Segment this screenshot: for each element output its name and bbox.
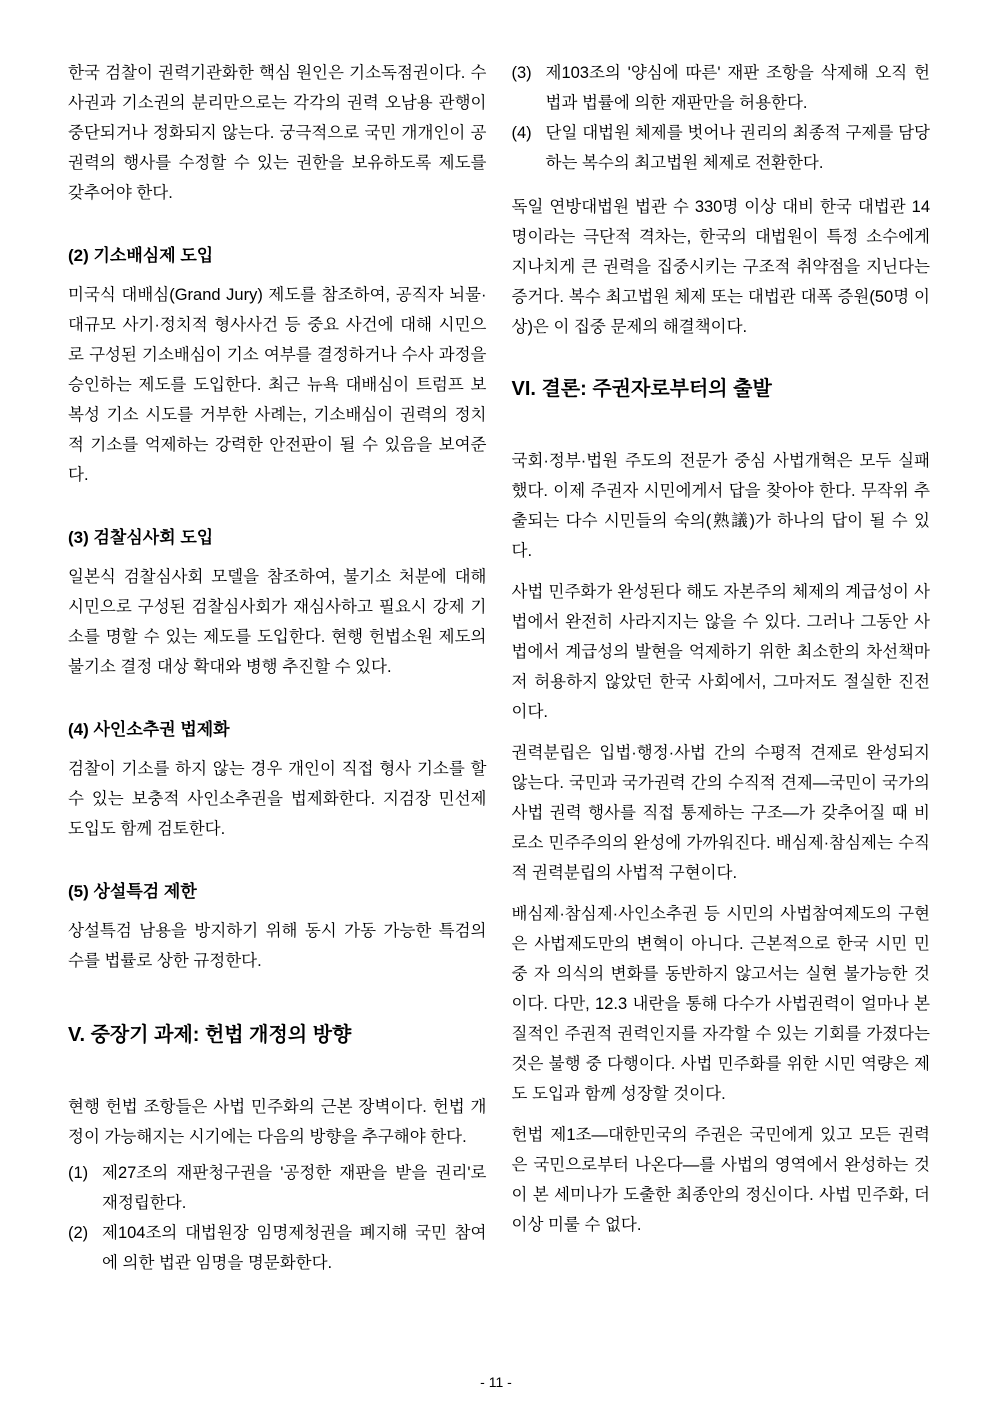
page-footer xyxy=(0,1373,992,1391)
section-heading-5-special-counsel: (5) 상설특검 제한 xyxy=(68,882,197,901)
amendment-list-right xyxy=(512,58,931,178)
paragraph-conclusion-5: 헌법 제1조—대한민국의 주권은 국민에게 있고 모든 권력은 국민으로부터 나온다—를 사법의 영역에서 완성하는 것이 본 세미나가 도출한 최종안의 정신이다. 사법 민주화, 더 이상 미룰 수 없다. xyxy=(511,1126,930,1234)
chapter-heading-v: V. 중장기 과제: 헌법 개정의 방향 xyxy=(68,1024,352,1046)
paragraph-private-prosecution: 검찰이 기소를 하지 않는 경우 개인이 직접 형사 기소를 할 수 있는 보충적 사인소추권을 법제화한다. 지검장 민선제 도입도 함께 검토한다. xyxy=(68,760,487,838)
list-item-text: 단일 대법원 체제를 벗어나 권리의 최종적 구제를 담당하는 복수의 최고법원 체제로 전환한다. xyxy=(545,124,930,172)
paragraph-conclusion-4: 배심제·참심제·사인소추권 등 시민의 사법참여제도의 구현은 사법제도만의 변혁이 아니다. 근본적으로 한국 시민 민중 자 의식의 변화를 동반하지 않고서는 실현 불가능한 것이다. 다만, 12.3 내란을 통해 다수가 사법권력이 얼마나 본질적인 주권적 권력인지를 자각할 수 있는 기회를 가졌다는 것은 불행 중 다행이다. 사법 민주화를 위한 시민 역량은 제도 도입과 함께 성장할 것이다. xyxy=(511,905,930,1103)
paragraph-supreme-court-gap: 독일 연방대법원 법관 수 330명 이상 대비 한국 대법관 14명이라는 극단적 격차는, 한국의 대법원이 특정 소수에게 지나치게 큰 권력을 집중시키는 구조적 취약점을 지닌다는 증거다. 복수 최고법원 체제 또는 대법관 대폭 증원(50명 이상)은 이 집중 문제의 해결책이다. xyxy=(511,198,930,336)
paragraph-constitution-intro: 현행 헌법 조항들은 사법 민주화의 근본 장벽이다. 헌법 개정이 가능해지는 시기에는 다음의 방향을 추구해야 한다. xyxy=(68,1098,487,1146)
paragraph-conclusion-3: 권력분립은 입법·행정·사법 간의 수평적 견제로 완성되지 않는다. 국민과 국가권력 간의 수직적 견제—국민이 국가의 사법 권력 행사를 직접 통제하는 구조—가 갖추어질 때 비로소 민주주의의 완성에 가까워진다. 배심제·참심제는 수직적 권력분립의 사법적 구현이다. xyxy=(511,744,930,882)
paragraph-conclusion-1: 국회·정부·법원 주도의 전문가 중심 사법개혁은 모두 실패했다. 이제 주권자 시민에게서 답을 찾아야 한다. 무작위 추출되는 다수 시민들의 숙의(熟議)가 하나의 답이 될 수 있다. xyxy=(511,452,930,560)
list-marker: (4) xyxy=(511,124,532,142)
list-item-3 xyxy=(512,58,931,118)
section-heading-2-indicting-jury: (2) 기소배심제 도입 xyxy=(68,246,214,265)
chapter-heading-vi: VI. 결론: 주권자로부터의 출발 xyxy=(511,378,772,400)
list-item-text: 제27조의 재판청구권을 '공정한 재판을 받을 권리'로 재정립한다. xyxy=(102,1164,487,1212)
list-marker: (3) xyxy=(511,64,532,82)
two-column-layout xyxy=(68,58,930,1278)
section-heading-3-prosecution-review: (3) 검찰심사회 도입 xyxy=(68,528,214,547)
list-item-text: 제104조의 대법원장 임명제청권을 폐지해 국민 참여에 의한 법관 임명을 명문화한다. xyxy=(102,1224,487,1272)
page-number: - 11 - xyxy=(480,1374,512,1390)
list-item-4 xyxy=(512,118,931,178)
paragraph-prosecution-review: 일본식 검찰심사회 모델을 참조하여, 불기소 처분에 대해 시민으로 구성된 검찰심사회가 재심사하고 필요시 강제 기소를 명할 수 있는 제도를 도입한다. 현행 헌법소원 제도의 불기소 결정 대상 확대와 병행 추진할 수 있다. xyxy=(68,568,487,676)
paragraph-conclusion-2: 사법 민주화가 완성된다 해도 자본주의 체제의 계급성이 사법에서 완전히 사라지지는 않을 수 있다. 그러나 그동안 사법에서 계급성의 발현을 억제하기 위한 최소한의 차선책마저 허용하지 않았던 한국 사회에서, 그마저도 절실한 진전이다. xyxy=(511,583,930,721)
right-column xyxy=(512,58,931,1278)
list-item-1 xyxy=(68,1158,487,1218)
list-item-2 xyxy=(68,1218,487,1278)
paragraph-special-counsel: 상설특검 남용을 방지하기 위해 동시 가동 가능한 특검의 수를 법률로 상한 규정한다. xyxy=(68,922,487,970)
paragraph-prosecution-monopoly: 한국 검찰이 권력기관화한 핵심 원인은 기소독점권이다. 수사권과 기소권의 분리만으로는 각각의 권력 오남용 관행이 중단되거나 정화되지 않는다. 궁극적으로 국민 개개인이 공권력의 행사를 수정할 수 있는 권한을 보유하도록 제도를 갖추어야 한다. xyxy=(68,64,487,202)
list-marker: (2) xyxy=(68,1224,89,1242)
section-heading-4-private-prosecution: (4) 사인소추권 법제화 xyxy=(68,720,230,739)
left-column xyxy=(68,58,487,1278)
amendment-list-left xyxy=(68,1158,487,1278)
paragraph-indicting-jury: 미국식 대배심(Grand Jury) 제도를 참조하여, 공직자 뇌물·대규모 사기·정치적 형사사건 등 중요 사건에 대해 시민으로 구성된 기소배심이 기소 여부를 결정하거나 수사 과정을 승인하는 제도를 도입한다. 최근 뉴욕 대배심이 트럼프 보복성 기소 시도를 거부한 사례는, 기소배심이 권력의 정치적 기소를 억제하는 강력한 안전판이 될 수 있음을 보여준다. xyxy=(68,286,487,484)
list-item-text: 제103조의 '양심에 따른' 재판 조항을 삭제해 오직 헌법과 법률에 의한 재판만을 허용한다. xyxy=(545,64,930,112)
list-marker: (1) xyxy=(68,1164,89,1182)
